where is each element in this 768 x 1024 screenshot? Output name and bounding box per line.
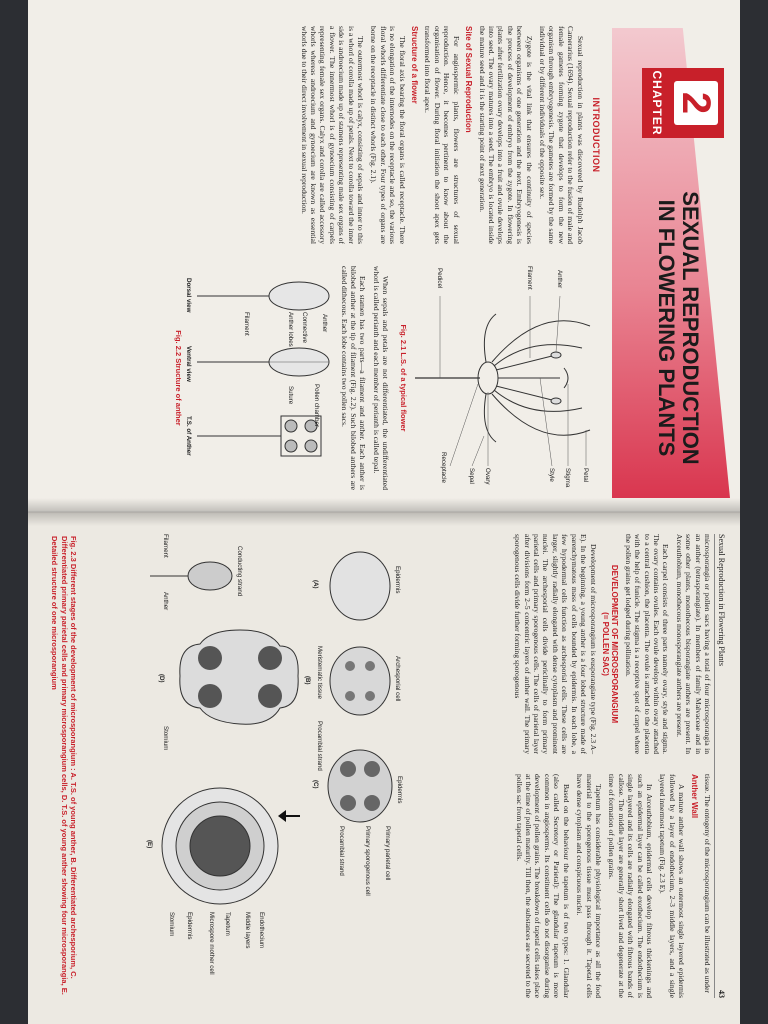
two-page-spread [28,0,740,1024]
label-dorsal-view: Dorsal view [185,278,193,313]
microsporangium-development-diagram [80,526,410,1010]
chapter-box [642,68,724,138]
development-heading [601,534,620,754]
anther-wall-paragraph-2: In Arceuthobium, epidermal cells develop fibrous thickenings and such an epidermal layer can be called exothecium. The endothecium is single layered and its cells are radially elongated with fibrous bands of callose. The middle layer are generally short lived and degenerate at the time of formation of pollen grains. [607,774,654,998]
label-style: Style [548,468,555,482]
label-sepal: Sepal [468,468,475,484]
label-fig22-anther: Anther [321,314,329,333]
label-connective: Connective [301,312,309,343]
fig23-label-c: (C) [312,780,319,789]
running-header [714,534,726,998]
fig23-label-stomium2: Stomium [168,912,175,937]
structure-paragraph-1: The floral axis bearing the floral organs is called receptacle. There is no elongation of the internodes on the receptacle and so, the various floral whorls differentiate close to each other. Four types of organs are borne on the receptacle in distinct whorls (Fig. 2.1). [369,26,407,244]
intro-paragraph-1: Sexual reproduction in plants was discovered by Rudolph Jacob Camerarius (1694). Sexual reproduction refer to the fusion of male and female gametes forming zygote that develops to form the new organism through embryogenesis. The gametes are formed by the same individual or by different individuals of the opposite sex. [537,26,585,244]
intro-paragraph-2: Zygote is the vital link that ensures the continuity of species between organisms of one generation and the next. Embryogenesis is the process of development of embryo from the zygote. In flowering plants after fertilization ovary develops into a fruit and ovule develops into seed. The ovary matures into a seed. The embryo is located inside the mature seed and it is the starting point of next generation. [477,26,534,244]
fig23-label-e: (E) [146,840,153,849]
fig23-label-conducting: Conducting strand [236,546,243,597]
fig23-label-endothecium: Endothecium [258,912,265,949]
fig23-label-epidermis3: Epidermis [186,912,193,940]
fig23-label-stomium: Stomium [162,726,169,751]
development-heading-line2: (= POLLEN SAC) [600,612,610,676]
fig23-label-archesporial: Archesporial cell [394,656,401,702]
label-fig22-filament: Filament [243,312,251,336]
tapetum-paragraph-1: Tapetum has considerable physiological importance as all the food material to the sporogenous tissue must pass through it. Tapetal cells have dense cytoplasm and conspicuous nuclei. [575,774,603,998]
book-gutter [28,498,740,526]
label-ventral-view: Ventral view [185,346,193,382]
label-suture: Suture [287,386,295,405]
label-pollen-chamber: Pollen chamber [313,384,321,427]
microsporangia-paragraph: microsporangia or pollen sacs having a total of four microsporangia in an anther (tetrasporangiate). In members of family Malvaceae and in some other plants, monothecous bisporangiate anthers are present. In Arceuthobium, monothecous monosporangiate anthers are present. [674,534,712,754]
fig23-label-anther: Anther [162,592,169,611]
right-page-right-column [510,774,712,998]
right-page [28,512,740,1024]
fig23-label-filament: Filament [162,534,169,558]
structure-paragraph-2: The outermost whorl is calyx, consisting of sepals and inner to this is a whorl of corolla made up of petals. Next to corolla toward the inner side is androecium made up of stamens representing male sex organs of a flower. The innermost whorl is of gynoecium consisting of carpels representing female sex organs. Calyx and corolla are called accessory whorls whereas androecium and gynoecium are known as essential whorls due to their direct involvement in sexual reproduction. [299,26,366,244]
fig23-label-epidermis2: Epidermis [396,776,403,804]
chapter-number: 2 [674,81,718,125]
development-paragraph: Development of microsporangium is eusporangiate type (Fig. 2.3 A–E). In the beginning, a young anther is a four lobed structure made of parenchymatous mass of cells bounded by epidermis. In each lobe, a few hypodermal cells function as archesporial cells. These cells are larger, slightly radially elongated with dense cytoplasm and prominent nuclei. The archesporial cells divide periclinally to form primary parietal cells and primary sporogenous cells. The cells of parietal layer after divisions form 2–5 concentric layers of anther wall. The primary sporogenous cells divide further forming sporogenous [513,534,598,754]
label-ts-anther: T.S. of Anther [185,416,193,456]
chapter-title-line1: SEXUAL REPRODUCTION [678,191,703,465]
anther-wall-paragraph-1: A mature anther wall shows an outermost single layered epidermis followed by a layer of endothecium, 2–3 middle layers, and a single layered innermost tapetum (Fig. 2.3 E). [658,774,687,998]
sepals-paragraph: When sepals and petals are not differentiated, the undifferentiated whorl is called perianth and each member of perianth is called tepal. [371,266,391,490]
fig23-label-primary-sporogenous: Primary sporogenous cell [364,826,371,896]
site-paragraph: For angiospermic plants, flowers are structures of sexual reproduction. Hence, it becomes pertinent to know about the organisation of flower. During floral initiation the shoot apex gets transformed into floral apex. [423,26,461,244]
fig21-caption: Fig. 2.1 L.S. of a typical flower [398,324,408,432]
fig23-label-procambial2: Procambial strand [338,826,345,876]
left-column [295,26,600,244]
page-number: 43 [717,990,726,998]
fig23-caption: Fig. 2.3 Different stages of the development of microsporangium : A. T.S. of young anther, B. Differentiated archesporium, C. Differentiated primary parietal cells and primary microsporangium cells, D. T.S. of young anther showing four microsporangia, E. Detailed structure of one microsporangium [50,536,78,995]
chapter-title-line2: IN FLOWERING PLANTS [654,199,679,457]
fig23-label-microspore: Microspore mother cell [208,912,215,975]
book [28,0,740,1024]
anther-structure-diagram [185,266,335,490]
left-page [28,0,740,512]
carpel-paragraph: Each carpel consists of three parts namely ovary, style and stigma. The ovary contains ovules. Each ovule develops within ovary attached to a central cushion, the placenta. The ovule is attached to the placenta with the help of funicle. The stigma is a receptive spot of carpel where the pollen grains get lodged during pollination. [623,534,671,754]
label-anther: Anther [556,270,563,289]
fig22-caption: Fig. 2.2 Structure of anther [173,330,183,426]
flower-ls-diagram [410,266,600,490]
chapter-label: CHAPTER [650,70,665,136]
right-page-left-column [509,534,712,754]
fig23-label-epidermis: Epidermis [394,566,401,594]
fig23-label-meristematic: Meristematic tissue [316,646,323,699]
running-head-title: Sexual Reproduction in Flowering Plants [717,534,726,666]
fig23-label-primary-parietal: Primary parietal cell [384,826,391,881]
label-pedicel: Pedicel [436,268,443,289]
label-stigma: Stigma [564,468,571,488]
anther-wall-heading: Anther Wall [689,774,699,819]
label-petal: Petal [582,468,589,483]
label-filament: Filament [526,266,533,290]
fig23-label-a: (A) [312,580,319,589]
left-page-right-column [173,266,600,490]
tapetum-paragraph-2: Based on the behaviour the tapetum is of two types: 1. Glandular (also called Secretory or Parietal): The glandular tapetum is more common in angiosperms. Its constituent cells do not disorganise during development of pollen grains. The breakdown of tapetal cells takes place at the time of pollen maturity. Till then, the substances are secreted to the pollen sac from tapetal cells. [514,774,571,998]
label-ovary: Ovary [484,468,491,485]
structure-heading: Structure of a flower [410,26,420,104]
fig23-label-b: (B) [304,676,311,685]
chapter-title [654,178,702,478]
label-receptacle: Receptacle [440,452,447,483]
fig23-label-d: (D) [158,674,165,683]
site-heading: Site of Sexual Reproduction [464,26,474,133]
ontogeny-paragraph: tissue. The ontogeny of the microsporangium can be illustrated as under [703,774,712,993]
stamen-paragraph: Each stamen has two parts—a filament and anther. Each anther is bilobed anther at the tip of filament (Fig. 2.2). Such bilobed anthers are called dithecous. Each lobe contains two pollen sacs. [339,266,368,490]
fig23-label-procambial: Procambial strand [316,721,323,771]
label-anther-lobes: Anther lobes [287,312,295,347]
fig23-label-tapetum: Tapetum [224,912,231,936]
development-heading-line1: DEVELOPMENT OF MICROSPORANGIUM [610,564,620,724]
fig23-label-middle-layers: Middle layers [244,912,251,949]
intro-heading: INTRODUCTION [591,97,601,173]
